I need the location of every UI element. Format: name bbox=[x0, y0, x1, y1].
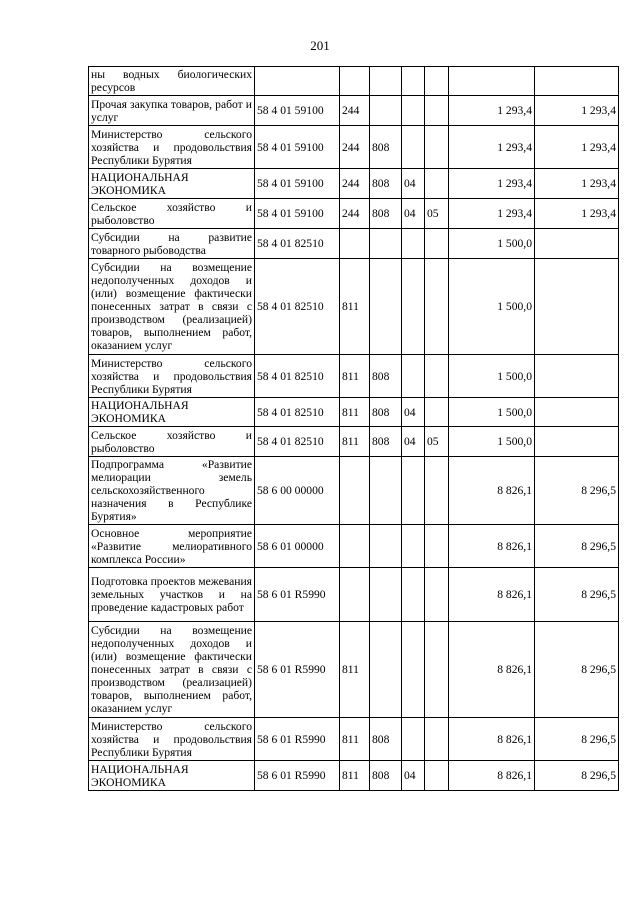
row-sum-first: 1 293,4 bbox=[449, 199, 535, 229]
row-vr-code: 811 bbox=[340, 718, 370, 761]
row-sum-second: 8 296,5 bbox=[535, 718, 619, 761]
row-section-code bbox=[402, 622, 425, 718]
row-csr-code: 58 4 01 59100 bbox=[255, 126, 340, 169]
row-name: Субсидии на развитие товарного рыбоводства bbox=[89, 229, 255, 259]
row-csr-code: 58 4 01 59100 bbox=[255, 169, 340, 199]
row-subsection-code bbox=[425, 67, 449, 96]
row-sum-first: 8 826,1 bbox=[449, 718, 535, 761]
row-sum-second: 1 293,4 bbox=[535, 96, 619, 126]
table-row bbox=[89, 169, 619, 199]
row-subsection-code bbox=[425, 169, 449, 199]
row-subsection-code bbox=[425, 126, 449, 169]
row-section-code bbox=[402, 718, 425, 761]
row-subsection-code bbox=[425, 355, 449, 398]
row-grbs-code bbox=[370, 622, 402, 718]
row-name: Министерство сельского хозяйства и продовольствия Республики Бурятия bbox=[89, 718, 255, 761]
row-subsection-code: 05 bbox=[425, 199, 449, 229]
row-grbs-code bbox=[370, 67, 402, 96]
row-csr-code: 58 6 01 R5990 bbox=[255, 761, 340, 791]
row-grbs-code: 808 bbox=[370, 126, 402, 169]
row-sum-first: 8 826,1 bbox=[449, 761, 535, 791]
row-csr-code: 58 4 01 82510 bbox=[255, 427, 340, 457]
row-name: Субсидии на возмещение недополученных доходов и (или) возмещение фактически понесенных затрат в связи с производством (реализацией) товаров, выполнением работ, оказанием услуг bbox=[89, 259, 255, 355]
table-row bbox=[89, 427, 619, 457]
row-section-code bbox=[402, 457, 425, 525]
row-sum-first: 1 500,0 bbox=[449, 398, 535, 427]
row-grbs-code bbox=[370, 259, 402, 355]
row-sum-first bbox=[449, 67, 535, 96]
row-sum-second bbox=[535, 229, 619, 259]
row-vr-code: 811 bbox=[340, 398, 370, 427]
row-grbs-code: 808 bbox=[370, 355, 402, 398]
row-section-code bbox=[402, 126, 425, 169]
row-csr-code: 58 6 01 R5990 bbox=[255, 622, 340, 718]
row-sum-second bbox=[535, 355, 619, 398]
row-sum-first: 8 826,1 bbox=[449, 525, 535, 568]
row-csr-code: 58 4 01 82510 bbox=[255, 355, 340, 398]
table-row bbox=[89, 622, 619, 718]
row-sum-first: 1 500,0 bbox=[449, 259, 535, 355]
row-vr-code bbox=[340, 67, 370, 96]
row-sum-first: 8 826,1 bbox=[449, 568, 535, 622]
row-section-code: 04 bbox=[402, 427, 425, 457]
row-grbs-code: 808 bbox=[370, 718, 402, 761]
row-csr-code: 58 4 01 59100 bbox=[255, 96, 340, 126]
row-csr-code: 58 6 01 00000 bbox=[255, 525, 340, 568]
row-vr-code: 811 bbox=[340, 761, 370, 791]
row-grbs-code bbox=[370, 525, 402, 568]
row-grbs-code: 808 bbox=[370, 761, 402, 791]
row-vr-code bbox=[340, 457, 370, 525]
row-section-code bbox=[402, 355, 425, 398]
table-row bbox=[89, 761, 619, 791]
row-grbs-code: 808 bbox=[370, 199, 402, 229]
row-vr-code bbox=[340, 568, 370, 622]
row-name: НАЦИОНАЛЬНАЯ ЭКОНОМИКА bbox=[89, 398, 255, 427]
row-vr-code: 244 bbox=[340, 96, 370, 126]
row-grbs-code: 808 bbox=[370, 398, 402, 427]
row-subsection-code bbox=[425, 229, 449, 259]
row-subsection-code bbox=[425, 568, 449, 622]
row-sum-first: 1 500,0 bbox=[449, 355, 535, 398]
table-row bbox=[89, 525, 619, 568]
table-row bbox=[89, 96, 619, 126]
row-csr-code bbox=[255, 67, 340, 96]
row-grbs-code: 808 bbox=[370, 169, 402, 199]
row-sum-second: 8 296,5 bbox=[535, 568, 619, 622]
row-section-code bbox=[402, 229, 425, 259]
row-vr-code: 811 bbox=[340, 427, 370, 457]
row-sum-second bbox=[535, 259, 619, 355]
table-row bbox=[89, 568, 619, 622]
row-sum-second: 8 296,5 bbox=[535, 525, 619, 568]
row-section-code bbox=[402, 568, 425, 622]
page-number: 201 bbox=[310, 38, 330, 53]
row-section-code: 04 bbox=[402, 199, 425, 229]
row-sum-second: 8 296,5 bbox=[535, 457, 619, 525]
row-csr-code: 58 6 01 R5990 bbox=[255, 718, 340, 761]
row-name: НАЦИОНАЛЬНАЯ ЭКОНОМИКА bbox=[89, 169, 255, 199]
row-name: НАЦИОНАЛЬНАЯ ЭКОНОМИКА bbox=[89, 761, 255, 791]
row-vr-code: 244 bbox=[340, 199, 370, 229]
row-section-code: 04 bbox=[402, 169, 425, 199]
row-subsection-code bbox=[425, 259, 449, 355]
row-name: Сельское хозяйство и рыболовство bbox=[89, 199, 255, 229]
row-sum-first: 1 500,0 bbox=[449, 427, 535, 457]
row-sum-second: 1 293,4 bbox=[535, 126, 619, 169]
row-sum-first: 1 293,4 bbox=[449, 126, 535, 169]
row-section-code: 04 bbox=[402, 761, 425, 791]
row-subsection-code bbox=[425, 761, 449, 791]
row-vr-code: 244 bbox=[340, 126, 370, 169]
row-grbs-code bbox=[370, 568, 402, 622]
table-row bbox=[89, 718, 619, 761]
row-name: Субсидии на возмещение недополученных доходов и (или) возмещение фактически понесенных затрат в связи с производством (реализацией) товаров, выполнением работ, оказанием услуг bbox=[89, 622, 255, 718]
table-row bbox=[89, 126, 619, 169]
row-subsection-code bbox=[425, 622, 449, 718]
table-row bbox=[89, 398, 619, 427]
row-subsection-code bbox=[425, 96, 449, 126]
row-subsection-code bbox=[425, 525, 449, 568]
table-row bbox=[89, 67, 619, 96]
table-row bbox=[89, 457, 619, 525]
row-vr-code bbox=[340, 229, 370, 259]
row-grbs-code: 808 bbox=[370, 427, 402, 457]
row-name: ны водных биологических ресурсов bbox=[89, 67, 255, 96]
table-row bbox=[89, 259, 619, 355]
row-section-code bbox=[402, 67, 425, 96]
row-subsection-code bbox=[425, 457, 449, 525]
row-grbs-code bbox=[370, 96, 402, 126]
row-csr-code: 58 4 01 82510 bbox=[255, 229, 340, 259]
row-section-code bbox=[402, 96, 425, 126]
row-csr-code: 58 4 01 82510 bbox=[255, 398, 340, 427]
row-grbs-code bbox=[370, 457, 402, 525]
row-name: Сельское хозяйство и рыболовство bbox=[89, 427, 255, 457]
row-vr-code: 811 bbox=[340, 622, 370, 718]
row-section-code bbox=[402, 259, 425, 355]
row-vr-code: 811 bbox=[340, 355, 370, 398]
row-name: Министерство сельского хозяйства и продовольствия Республики Бурятия bbox=[89, 355, 255, 398]
row-sum-first: 1 293,4 bbox=[449, 96, 535, 126]
row-section-code: 04 bbox=[402, 398, 425, 427]
table-row bbox=[89, 199, 619, 229]
row-name: Министерство сельского хозяйства и продовольствия Республики Бурятия bbox=[89, 126, 255, 169]
row-name: Основное мероприятие «Развитие мелиоративного комплекса России» bbox=[89, 525, 255, 568]
row-csr-code: 58 4 01 82510 bbox=[255, 259, 340, 355]
row-subsection-code: 05 bbox=[425, 427, 449, 457]
row-name: Подготовка проектов межевания земельных участков и на проведение кадастровых работ bbox=[89, 568, 255, 622]
budget-table bbox=[88, 66, 619, 791]
row-csr-code: 58 6 01 R5990 bbox=[255, 568, 340, 622]
row-sum-second bbox=[535, 67, 619, 96]
row-sum-second bbox=[535, 427, 619, 457]
table-row bbox=[89, 355, 619, 398]
row-csr-code: 58 4 01 59100 bbox=[255, 199, 340, 229]
row-sum-first: 8 826,1 bbox=[449, 457, 535, 525]
table-row bbox=[89, 229, 619, 259]
row-grbs-code bbox=[370, 229, 402, 259]
row-sum-first: 1 500,0 bbox=[449, 229, 535, 259]
row-subsection-code bbox=[425, 718, 449, 761]
row-sum-second: 1 293,4 bbox=[535, 199, 619, 229]
row-section-code bbox=[402, 525, 425, 568]
row-name: Подпрограмма «Развитие мелиорации земель сельскохозяйственного назначения в Республике Бурятия» bbox=[89, 457, 255, 525]
row-vr-code: 811 bbox=[340, 259, 370, 355]
row-vr-code: 244 bbox=[340, 169, 370, 199]
row-sum-second: 8 296,5 bbox=[535, 622, 619, 718]
row-sum-second: 8 296,5 bbox=[535, 761, 619, 791]
row-sum-second: 1 293,4 bbox=[535, 169, 619, 199]
row-sum-first: 1 293,4 bbox=[449, 169, 535, 199]
row-sum-second bbox=[535, 398, 619, 427]
row-sum-first: 8 826,1 bbox=[449, 622, 535, 718]
row-name: Прочая закупка товаров, работ и услуг bbox=[89, 96, 255, 126]
row-subsection-code bbox=[425, 398, 449, 427]
row-vr-code bbox=[340, 525, 370, 568]
row-csr-code: 58 6 00 00000 bbox=[255, 457, 340, 525]
